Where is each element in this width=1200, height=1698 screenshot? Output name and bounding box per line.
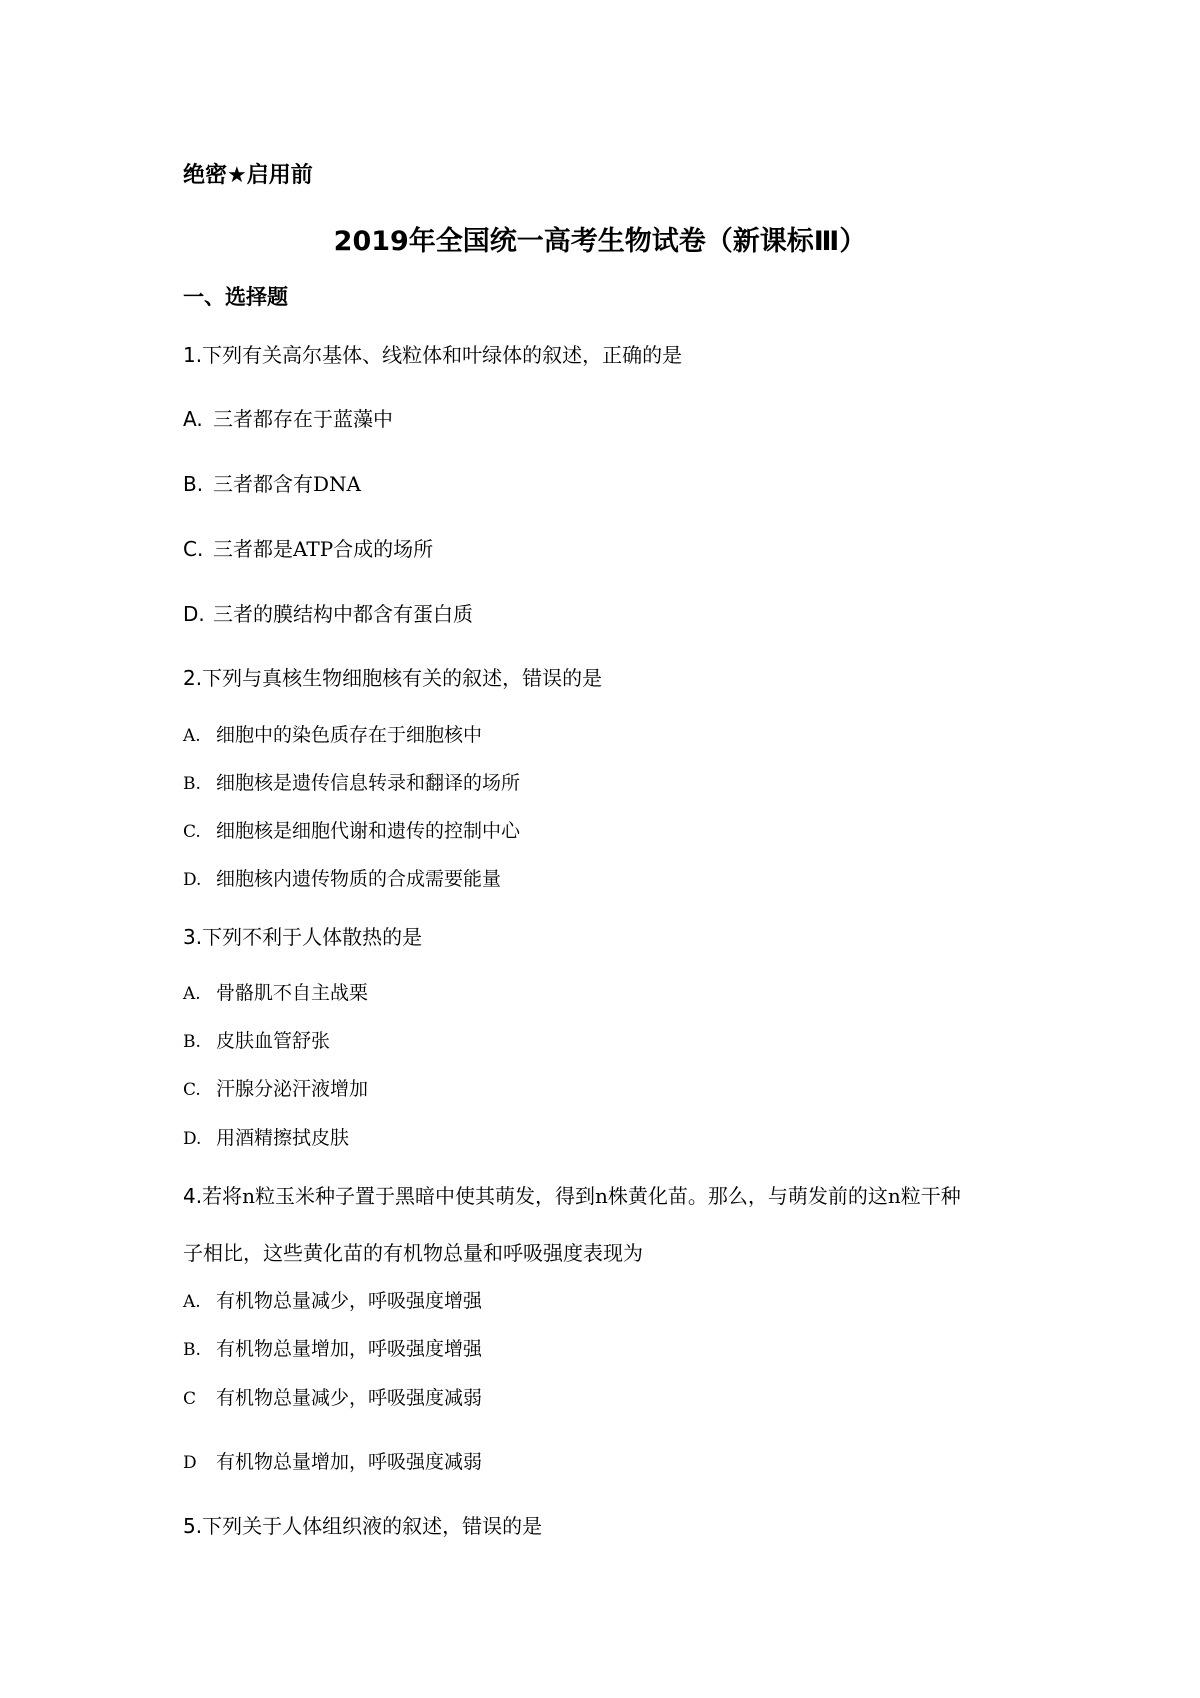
question-number: 3.: [183, 925, 203, 949]
option-text: 皮肤血管舒张: [216, 1030, 331, 1052]
q2-option-d: [183, 870, 501, 889]
page-title: 2019年全国统一高考生物试卷（新课标Ⅲ）: [333, 226, 867, 257]
option-text: 三者都是ATP合成的场所: [213, 537, 434, 561]
option-letter: C: [183, 1389, 197, 1409]
option-letter: B.: [183, 1032, 201, 1052]
option-letter: C.: [183, 822, 201, 842]
option-letter: D.: [183, 870, 202, 890]
option-text: 有机物总量减少，呼吸强度减弱: [216, 1387, 483, 1409]
question-2: [183, 668, 602, 688]
question-text: 下列不利于人体散热的是: [202, 925, 423, 949]
question-4-continuation: [183, 1243, 643, 1263]
q1-option-c: [183, 539, 433, 559]
option-letter: D.: [183, 602, 205, 626]
question-text-line-1: 若将n粒玉米种子置于黑暗中使其萌发，得到n株黄化苗。那么，与萌发前的这n粒干种: [202, 1184, 961, 1208]
question-1: [183, 345, 682, 365]
option-letter: A.: [183, 407, 203, 431]
q1-option-b: [183, 474, 361, 494]
question-5: [183, 1516, 542, 1536]
option-text: 细胞核是细胞代谢和遗传的控制中心: [216, 820, 521, 842]
q3-option-a: [183, 984, 368, 1003]
option-letter: D.: [183, 1129, 202, 1149]
question-4: [183, 1186, 961, 1206]
q3-option-c: [183, 1080, 368, 1099]
q2-option-a: [183, 726, 482, 745]
option-text: 细胞中的染色质存在于细胞核中: [216, 724, 483, 746]
option-text: 有机物总量增加，呼吸强度增强: [216, 1338, 483, 1360]
question-text: 下列有关高尔基体、线粒体和叶绿体的叙述，正确的是: [202, 343, 683, 367]
q3-option-d: [183, 1129, 349, 1148]
option-text: 细胞核是遗传信息转录和翻译的场所: [216, 772, 521, 794]
question-number: 1.: [183, 343, 203, 367]
section-heading: 一、选择题: [183, 285, 288, 309]
question-number: 4.: [183, 1184, 203, 1208]
option-letter: C.: [183, 1080, 201, 1100]
q1-option-a: [183, 409, 393, 429]
q3-option-b: [183, 1032, 330, 1051]
option-letter: C.: [183, 537, 204, 561]
question-3: [183, 927, 422, 947]
option-text: 细胞核内遗传物质的合成需要能量: [216, 868, 502, 890]
option-letter: A.: [183, 1292, 201, 1312]
option-text: 三者都含有DNA: [213, 472, 361, 496]
option-text: 三者都存在于蓝藻中: [213, 407, 393, 431]
option-text: 用酒精擦拭皮肤: [216, 1127, 350, 1149]
question-text: 下列与真核生物细胞核有关的叙述，错误的是: [202, 666, 603, 690]
option-text: 三者的膜结构中都含有蛋白质: [213, 602, 473, 626]
option-letter: B.: [183, 774, 201, 794]
confidential-label: 绝密★启用前: [183, 163, 313, 188]
option-text: 汗腺分泌汗液增加: [216, 1078, 369, 1100]
option-text: 骨骼肌不自主战栗: [216, 982, 369, 1004]
q4-option-c: [183, 1389, 482, 1408]
option-letter: A.: [183, 726, 201, 746]
option-letter: B.: [183, 1340, 201, 1360]
option-text: 有机物总量减少，呼吸强度增强: [216, 1290, 483, 1312]
question-text: 下列关于人体组织液的叙述，错误的是: [202, 1514, 543, 1538]
option-text: 有机物总量增加，呼吸强度减弱: [216, 1451, 483, 1473]
q2-option-b: [183, 774, 520, 793]
question-number: 2.: [183, 666, 203, 690]
q4-option-a: [183, 1292, 482, 1311]
option-letter: D: [183, 1453, 197, 1473]
option-letter: A.: [183, 984, 201, 1004]
q4-option-d: [183, 1453, 482, 1472]
q1-option-d: [183, 604, 473, 624]
option-letter: B.: [183, 472, 204, 496]
q2-option-c: [183, 822, 520, 841]
q4-option-b: [183, 1340, 482, 1359]
question-text-line-2: 子相比，这些黄化苗的有机物总量和呼吸强度表现为: [183, 1241, 643, 1265]
question-number: 5.: [183, 1514, 203, 1538]
